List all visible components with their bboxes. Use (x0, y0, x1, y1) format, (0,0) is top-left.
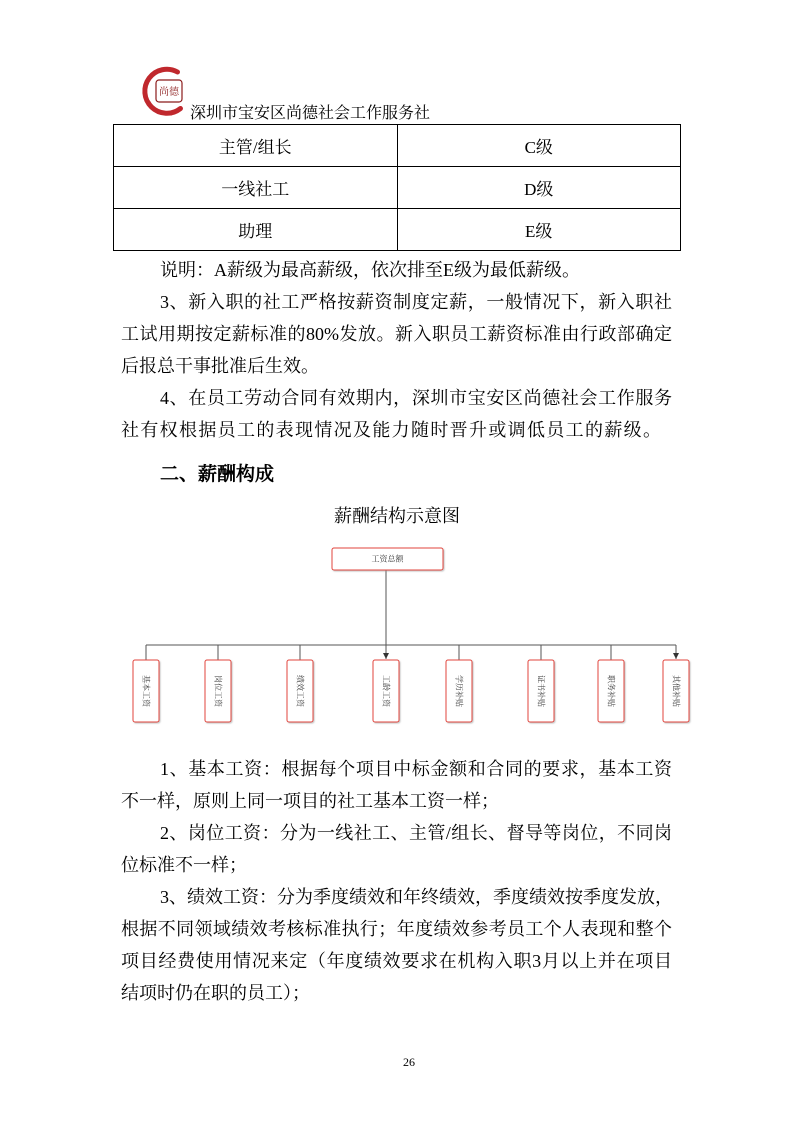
table-row (114, 209, 681, 251)
diagram-node-basic-salary (133, 660, 159, 722)
diagram-node-certificate-allowance (528, 660, 554, 722)
node-label: 学历补贴 (454, 675, 464, 707)
rule-3-line: 3、新入职的社工严格按薪资制度定薪，一般情况下，新入职社 (160, 292, 672, 312)
rule-3-line: 工试用期按定薪标准的80%发放。新入职员工薪资标准由行政部确定 (121, 324, 672, 344)
detail-3-line: 项目经费使用情况来定（年度绩效要求在机构入职3月以上并在项目 (121, 951, 672, 971)
detail-3-line: 根据不同领域绩效考核标准执行；年度绩效参考员工个人表现和整个 (121, 919, 672, 939)
node-label: 证书补贴 (536, 675, 546, 707)
detail-2-line: 2、岗位工资：分为一线社工、主管/组长、督导等岗位，不同岗 (160, 823, 672, 843)
organization-name: 深圳市宝安区尚德社会工作服务社 (190, 105, 431, 122)
detail-3-line: 3、绩效工资：分为季度绩效和年终绩效，季度绩效按季度发放， (160, 887, 673, 907)
diagram-node-performance-salary (287, 660, 313, 722)
organization-logo (141, 62, 195, 120)
rule-4-line: 社有权根据员工的表现情况及能力随时晋升或调低员工的薪级。 (121, 420, 661, 440)
detail-3-line: 结项时仍在职的员工）； (121, 983, 310, 1003)
table-row (114, 125, 681, 167)
rule-3-line: 后报总干事批准后生效。 (121, 356, 319, 376)
node-label: 岗位工资 (213, 675, 223, 707)
diagram-node-education-allowance (446, 660, 472, 722)
detail-1-line: 1、基本工资：根据每个项目中标金额和合同的要求，基本工资 (160, 759, 672, 779)
position-cell: 主管/组长 (114, 125, 398, 167)
logo-seal-text: 尚德 (159, 87, 179, 98)
table-row (114, 167, 681, 209)
detail-1-line: 不一样，原则上同一项目的社工基本工资一样； (121, 791, 499, 811)
root-node-label: 工资总额 (371, 554, 404, 564)
diagram-caption: 薪酬结构示意图 (334, 506, 460, 526)
node-label: 绩效工资 (295, 675, 305, 707)
node-label: 职务补贴 (606, 675, 616, 707)
page-number: 26 (403, 1055, 415, 1069)
diagram-node-other-allowance (663, 660, 689, 722)
grade-note: 说明：A薪级为最高薪级，依次排至E级为最低薪级。 (160, 260, 580, 280)
node-label: 基本工资 (141, 675, 151, 707)
rule-4-line: 4、在员工劳动合同有效期内，深圳市宝安区尚德社会工作服务 (160, 388, 672, 408)
salary-grade-table (113, 124, 681, 251)
section-heading: 二、薪酬构成 (160, 463, 275, 485)
node-label: 工龄工资 (381, 675, 391, 707)
node-label: 其他补贴 (671, 675, 681, 707)
position-cell: 助理 (114, 209, 398, 251)
position-cell: 一线社工 (114, 167, 398, 209)
grade-cell: E级 (397, 209, 681, 251)
diagram-node-position-salary (205, 660, 231, 722)
grade-cell: D级 (397, 167, 681, 209)
diagram-node-seniority-salary (373, 660, 399, 722)
detail-2-line: 位标准不一样； (121, 855, 247, 875)
salary-structure-diagram (0, 540, 794, 730)
diagram-node-duty-allowance (598, 660, 624, 722)
diagram-root-node (332, 548, 443, 570)
grade-cell: C级 (397, 125, 681, 167)
